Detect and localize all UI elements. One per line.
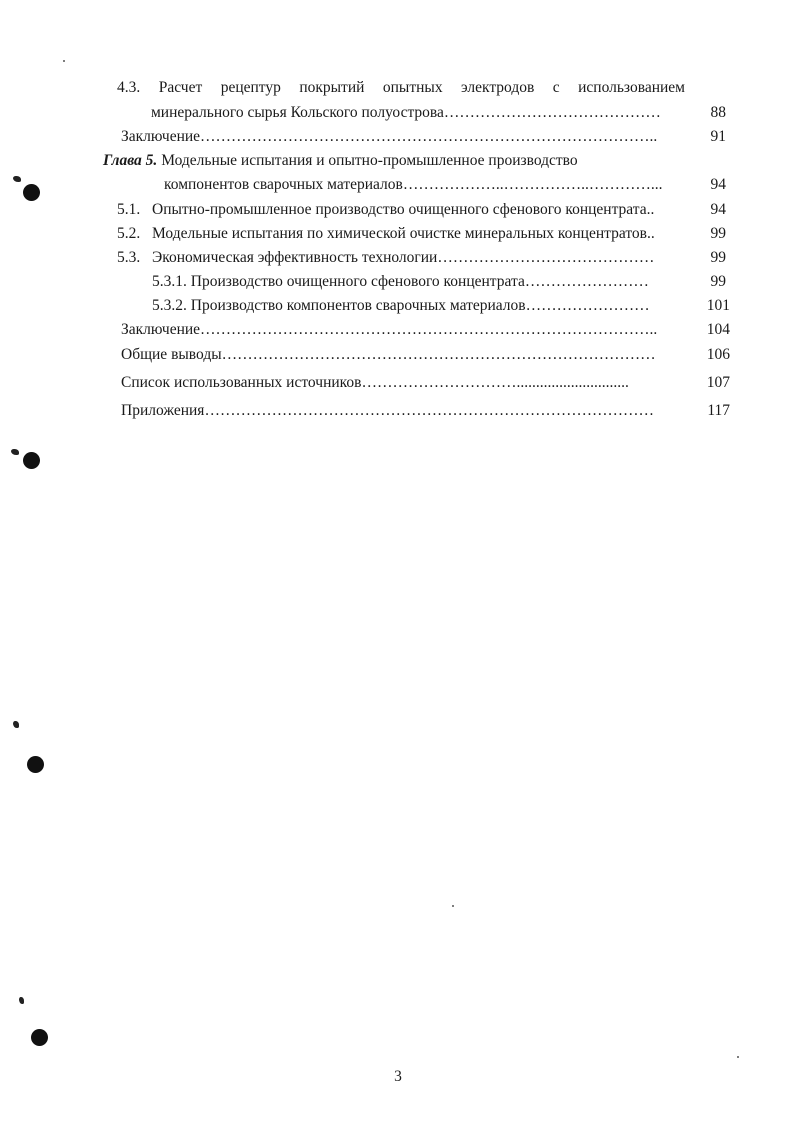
toc-page-number: 101 bbox=[706, 297, 730, 314]
toc-page-number: 91 bbox=[710, 128, 726, 145]
toc-entry-4-3-line1: 4.3. Расчет рецептур покрытий опытных электродов с использованием bbox=[117, 79, 685, 96]
toc-entry-5-3-2: 5.3.2. Производство компонентов сварочных материалов…………………… bbox=[152, 297, 650, 314]
toc-chapter-5-line2: компонентов сварочных материалов………………..……………..…………... bbox=[164, 176, 663, 193]
chapter-label: Глава 5. bbox=[103, 152, 158, 169]
toc-page-number: 94 bbox=[710, 176, 726, 193]
toc-entry-5-3: Экономическая эффективность технологии…………………………………… bbox=[152, 249, 655, 266]
binder-hole bbox=[27, 756, 44, 773]
toc-section-number: 5.1. bbox=[117, 201, 141, 218]
smudge bbox=[13, 721, 19, 728]
smudge bbox=[19, 997, 24, 1004]
speck bbox=[737, 1056, 739, 1058]
toc-entry-conclusion-4: Заключение…………………………………………………………………………….. bbox=[121, 128, 658, 145]
toc-entry-4-3-line2: минерального сырья Кольского полуострова…………………………………… bbox=[151, 104, 661, 121]
toc-page-number: 99 bbox=[710, 225, 726, 242]
toc-page-number: 117 bbox=[707, 402, 730, 419]
binder-hole bbox=[23, 452, 40, 469]
toc-page-number: 99 bbox=[710, 273, 726, 290]
toc-entry-5-1: Опытно-промышленное производство очищенного сфенового концентрата.. bbox=[152, 201, 655, 218]
speck bbox=[63, 60, 65, 62]
toc-entry-5-2: Модельные испытания по химической очистке минеральных концентратов.. bbox=[152, 225, 655, 242]
toc-section-number: 5.3. bbox=[117, 249, 141, 266]
toc-entry-references: Список использованных источников…………………………............................. bbox=[121, 374, 629, 391]
toc-page-number: 99 bbox=[710, 249, 726, 266]
toc-chapter-5-heading bbox=[103, 151, 578, 171]
toc-entry-general-conclusions: Общие выводы………………………………………………………………………… bbox=[121, 346, 656, 363]
toc-section-number: 5.2. bbox=[117, 225, 141, 242]
toc-entry-conclusion-5: Заключение…………………………………………………………………………….. bbox=[121, 321, 658, 338]
binder-hole bbox=[23, 184, 40, 201]
chapter-title: Модельные испытания и опытно-промышленное производство bbox=[161, 152, 578, 169]
smudge bbox=[13, 176, 21, 182]
toc-page-number: 104 bbox=[706, 321, 730, 338]
binder-hole bbox=[31, 1029, 48, 1046]
toc-entry-appendices: Приложения…………………………………………………………………………… bbox=[121, 402, 654, 419]
speck bbox=[452, 905, 454, 907]
toc-entry-5-3-1: 5.3.1. Производство очищенного сфенового концентрата…………………… bbox=[152, 273, 649, 290]
toc-page-number: 88 bbox=[710, 104, 726, 121]
toc-page-number: 107 bbox=[706, 374, 730, 391]
smudge bbox=[11, 449, 19, 455]
toc-page-number: 106 bbox=[706, 346, 730, 363]
toc-page-number: 94 bbox=[710, 201, 726, 218]
page-number: 3 bbox=[394, 1068, 402, 1085]
